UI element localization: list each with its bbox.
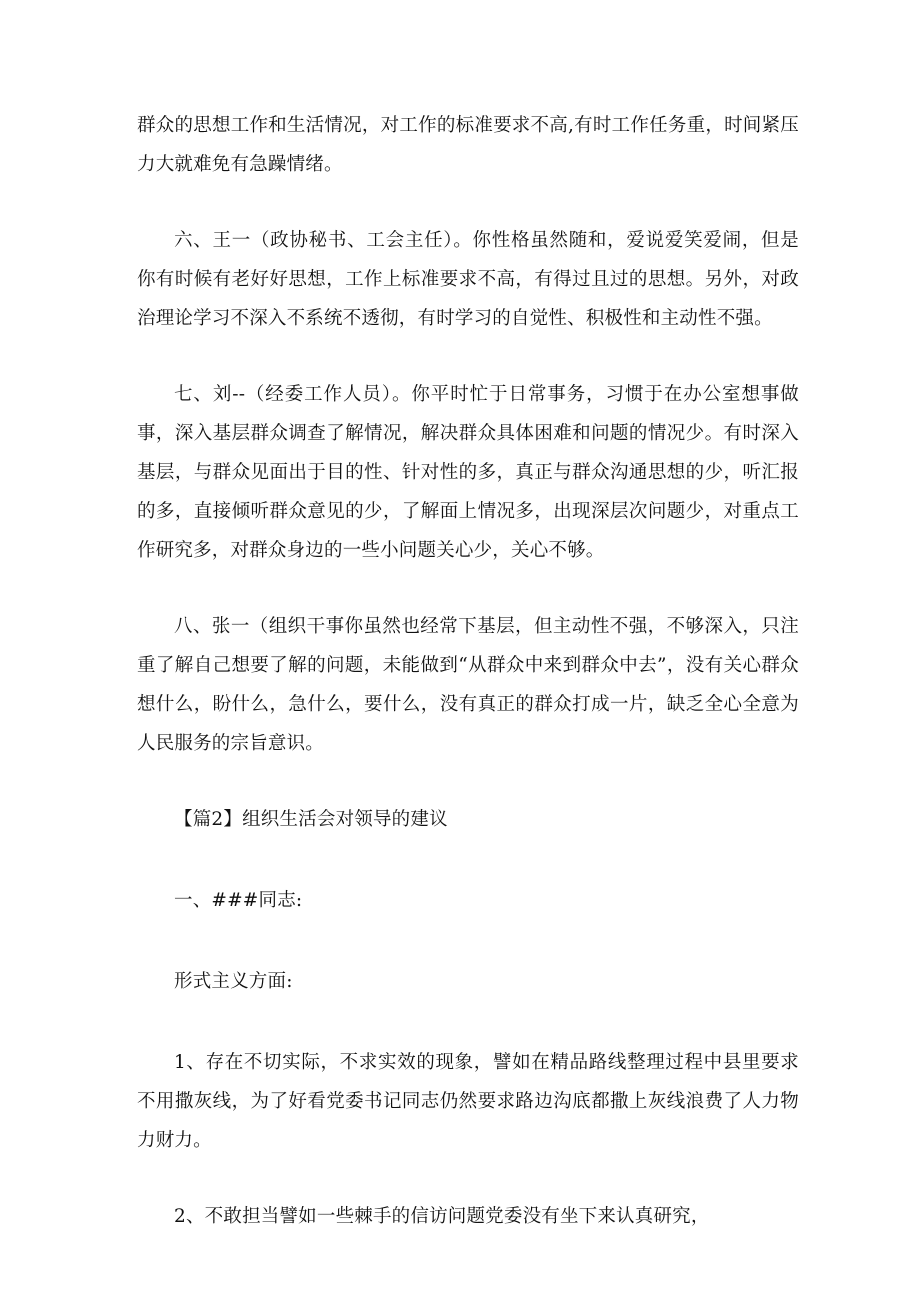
paragraph-continuation: 群众的思想工作和生活情况，对工作的标准要求不高,有时工作任务重，时间紧压力大就难免有急躁情绪。 [137,115,799,175]
subheading-comrade: 一、###同志: [174,890,303,911]
paragraph-point-2: 2、不敢担当譬如一些棘手的信访问题党委没有坐下来认真研究， [174,1206,710,1227]
paragraph-item-6: 六、王一（政协秘书、工会主任）。你性格虽然随和，爱说爱笑爱闹，但是你有时候有老好好思想，工作上标准要求不高，有得过且过的思想。另外，对政治理论学习不深入不系统不透彻，有时学习的自觉性、积极性和主动性不强。 [137,230,799,329]
paragraph-point-1: 1、存在不切实际，不求实效的现象，譬如在精品路线整理过程中县里要求不用撒灰线，为了好看党委书记同志仍然要求路边沟底都撒上灰线浪费了人力物力财力。 [137,1052,799,1151]
section-heading: 【篇2】组织生活会对领导的建议 [174,809,448,830]
paragraph-item-8: 八、张一（组织干事你虽然也经常下基层，但主动性不强，不够深入，只注重了解自己想要了解的问题，未能做到“从群众中来到群众中去”，没有关心群众想什么，盼什么，急什么，要什么，没有真正的群众打成一片，缺乏全心全意为人民服务的宗旨意识。 [137,616,799,754]
document-body [137,106,799,1273]
subheading-formalism: 形式主义方面: [174,971,293,992]
paragraph-item-7: 七、刘--（经委工作人员）。你平时忙于日常事务，习惯于在办公室想事做事，深入基层群众调查了解情况，解决群众具体困难和问题的情况少。有时深入基层，与群众见面出于目的性、针对性的多，真正与群众沟通思想的少，听汇报的多，直接倾听群众意见的少，了解面上情况多，出现深层次问题少，对重点工作研究多，对群众身边的一些小问题关心少，关心不够。 [137,384,799,561]
